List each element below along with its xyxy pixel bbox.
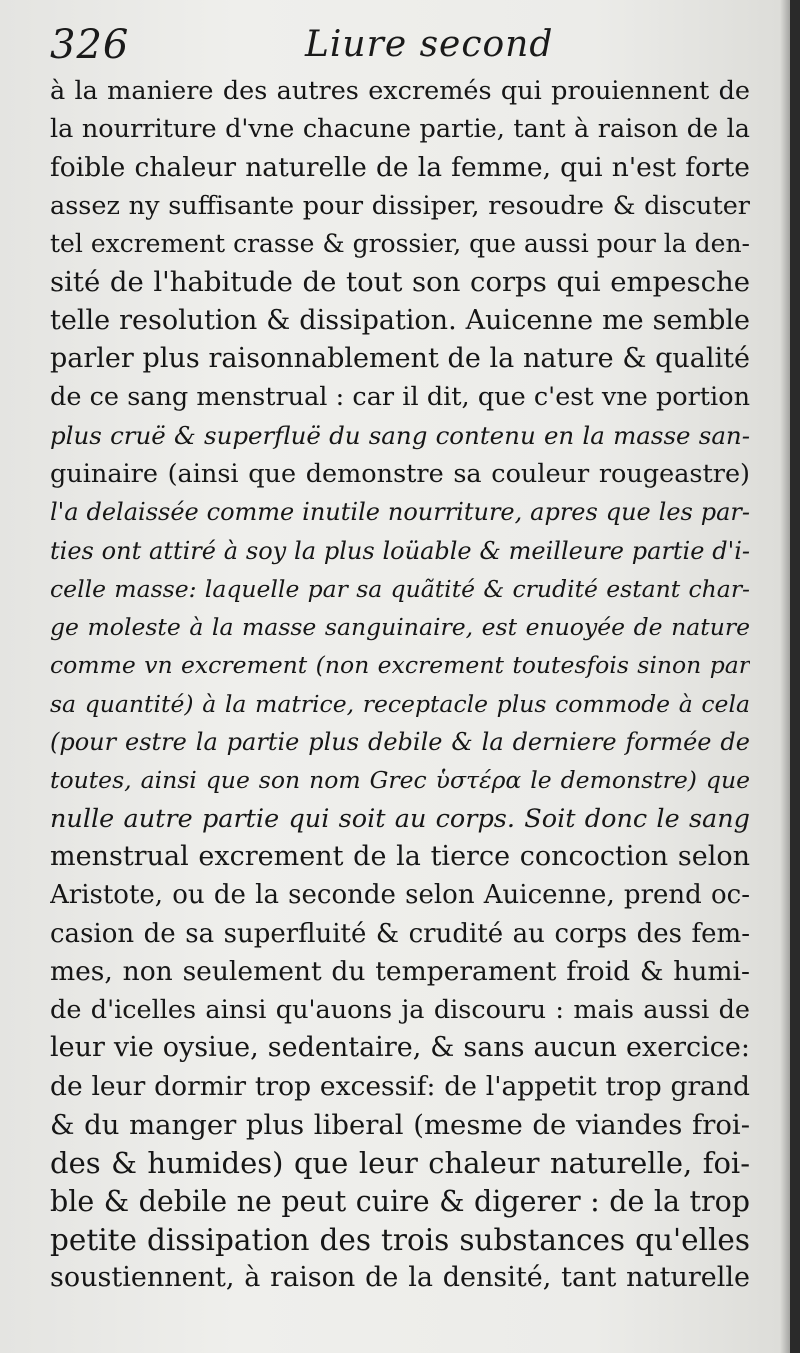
text-line: petite dissipation des trois substances qu'elles	[50, 1222, 750, 1257]
text-line: de leur dormir trop excessif: de l'appetit trop grand	[50, 1070, 750, 1102]
text-line: sité de l'habitude de tout son corps qui empesche	[50, 266, 750, 299]
text-line: plus cruë & superfluë du sang contenu en la masse san-	[50, 420, 750, 450]
text-line: guinaire (ainsi que demonstre sa couleur rougeastre)	[50, 458, 750, 489]
text-line: de ce sang menstrual : car il dit, que c'est vne portion	[50, 382, 750, 413]
text-line: casion de sa superfluité & crudité au corps des fem-	[50, 918, 750, 949]
text-line: la nourriture d'vne chacune partie, tant à raison de la	[50, 114, 750, 145]
text-line: des & humides) que leur chaleur naturelle, foi-	[50, 1146, 750, 1181]
page-number: 326	[50, 22, 130, 68]
text-line: à la maniere des autres excremés qui prouiennent de	[50, 76, 750, 106]
text-line: (pour estre la partie plus debile & la derniere formée de	[50, 728, 750, 757]
text-line: l'a delaissée comme inutile nourriture, apres que les par-	[50, 498, 750, 527]
text-line: tel excrement crasse & grossier, que aussi pour la den-	[50, 229, 750, 259]
page-edge-shadow	[780, 0, 790, 1353]
text-line: ge moleste à la masse sanguinaire, est enuoyée de nature	[50, 613, 750, 642]
text-line: assez ny suffisante pour dissiper, resoudre & discuter	[50, 190, 750, 221]
text-line: mes, non seulement du temperament froid & humi-	[50, 955, 750, 987]
text-line: ties ont attiré à soy la plus loüable & meilleure partie d'i-	[50, 536, 750, 565]
text-line: menstrual excrement de la tierce concoction selon	[50, 840, 750, 872]
running-head: Liure second	[305, 24, 554, 65]
page-header	[50, 18, 750, 70]
text-line: de d'icelles ainsi qu'auons ja discouru : mais aussi de	[50, 995, 750, 1026]
text-line: telle resolution & dissipation. Auicenne me semble	[50, 304, 750, 336]
text-line: foible chaleur naturelle de la femme, qui n'est forte	[50, 151, 750, 183]
text-line: soustiennent, à raison de la densité, tant naturelle	[50, 1262, 750, 1294]
text-line: nulle autre partie qui soit au corps. Soit donc le sang	[50, 803, 750, 834]
text-line: leur vie oysiue, sedentaire, & sans aucun exercice:	[50, 1032, 750, 1064]
text-line: sa quantité) à la matrice, receptacle plus commode à cela	[50, 689, 750, 718]
text-line: Aristote, ou de la seconde selon Auicenne, prend oc-	[50, 880, 750, 911]
text-line: comme vn excrement (non excrement toutesfois sinon par	[50, 651, 750, 680]
text-line: ble & debile ne peut cuire & digerer : de la trop	[50, 1184, 750, 1218]
text-line: & du manger plus liberal (mesme de viandes froi-	[50, 1109, 750, 1142]
text-line: celle masse: laquelle par sa quãtité & crudité estant char-	[50, 574, 750, 603]
body-text	[50, 72, 750, 1298]
text-line: toutes, ainsi que son nom Grec ὑστέρα le demonstre) que	[50, 766, 750, 795]
text-line: parler plus raisonnablement de la nature & qualité	[50, 343, 750, 375]
